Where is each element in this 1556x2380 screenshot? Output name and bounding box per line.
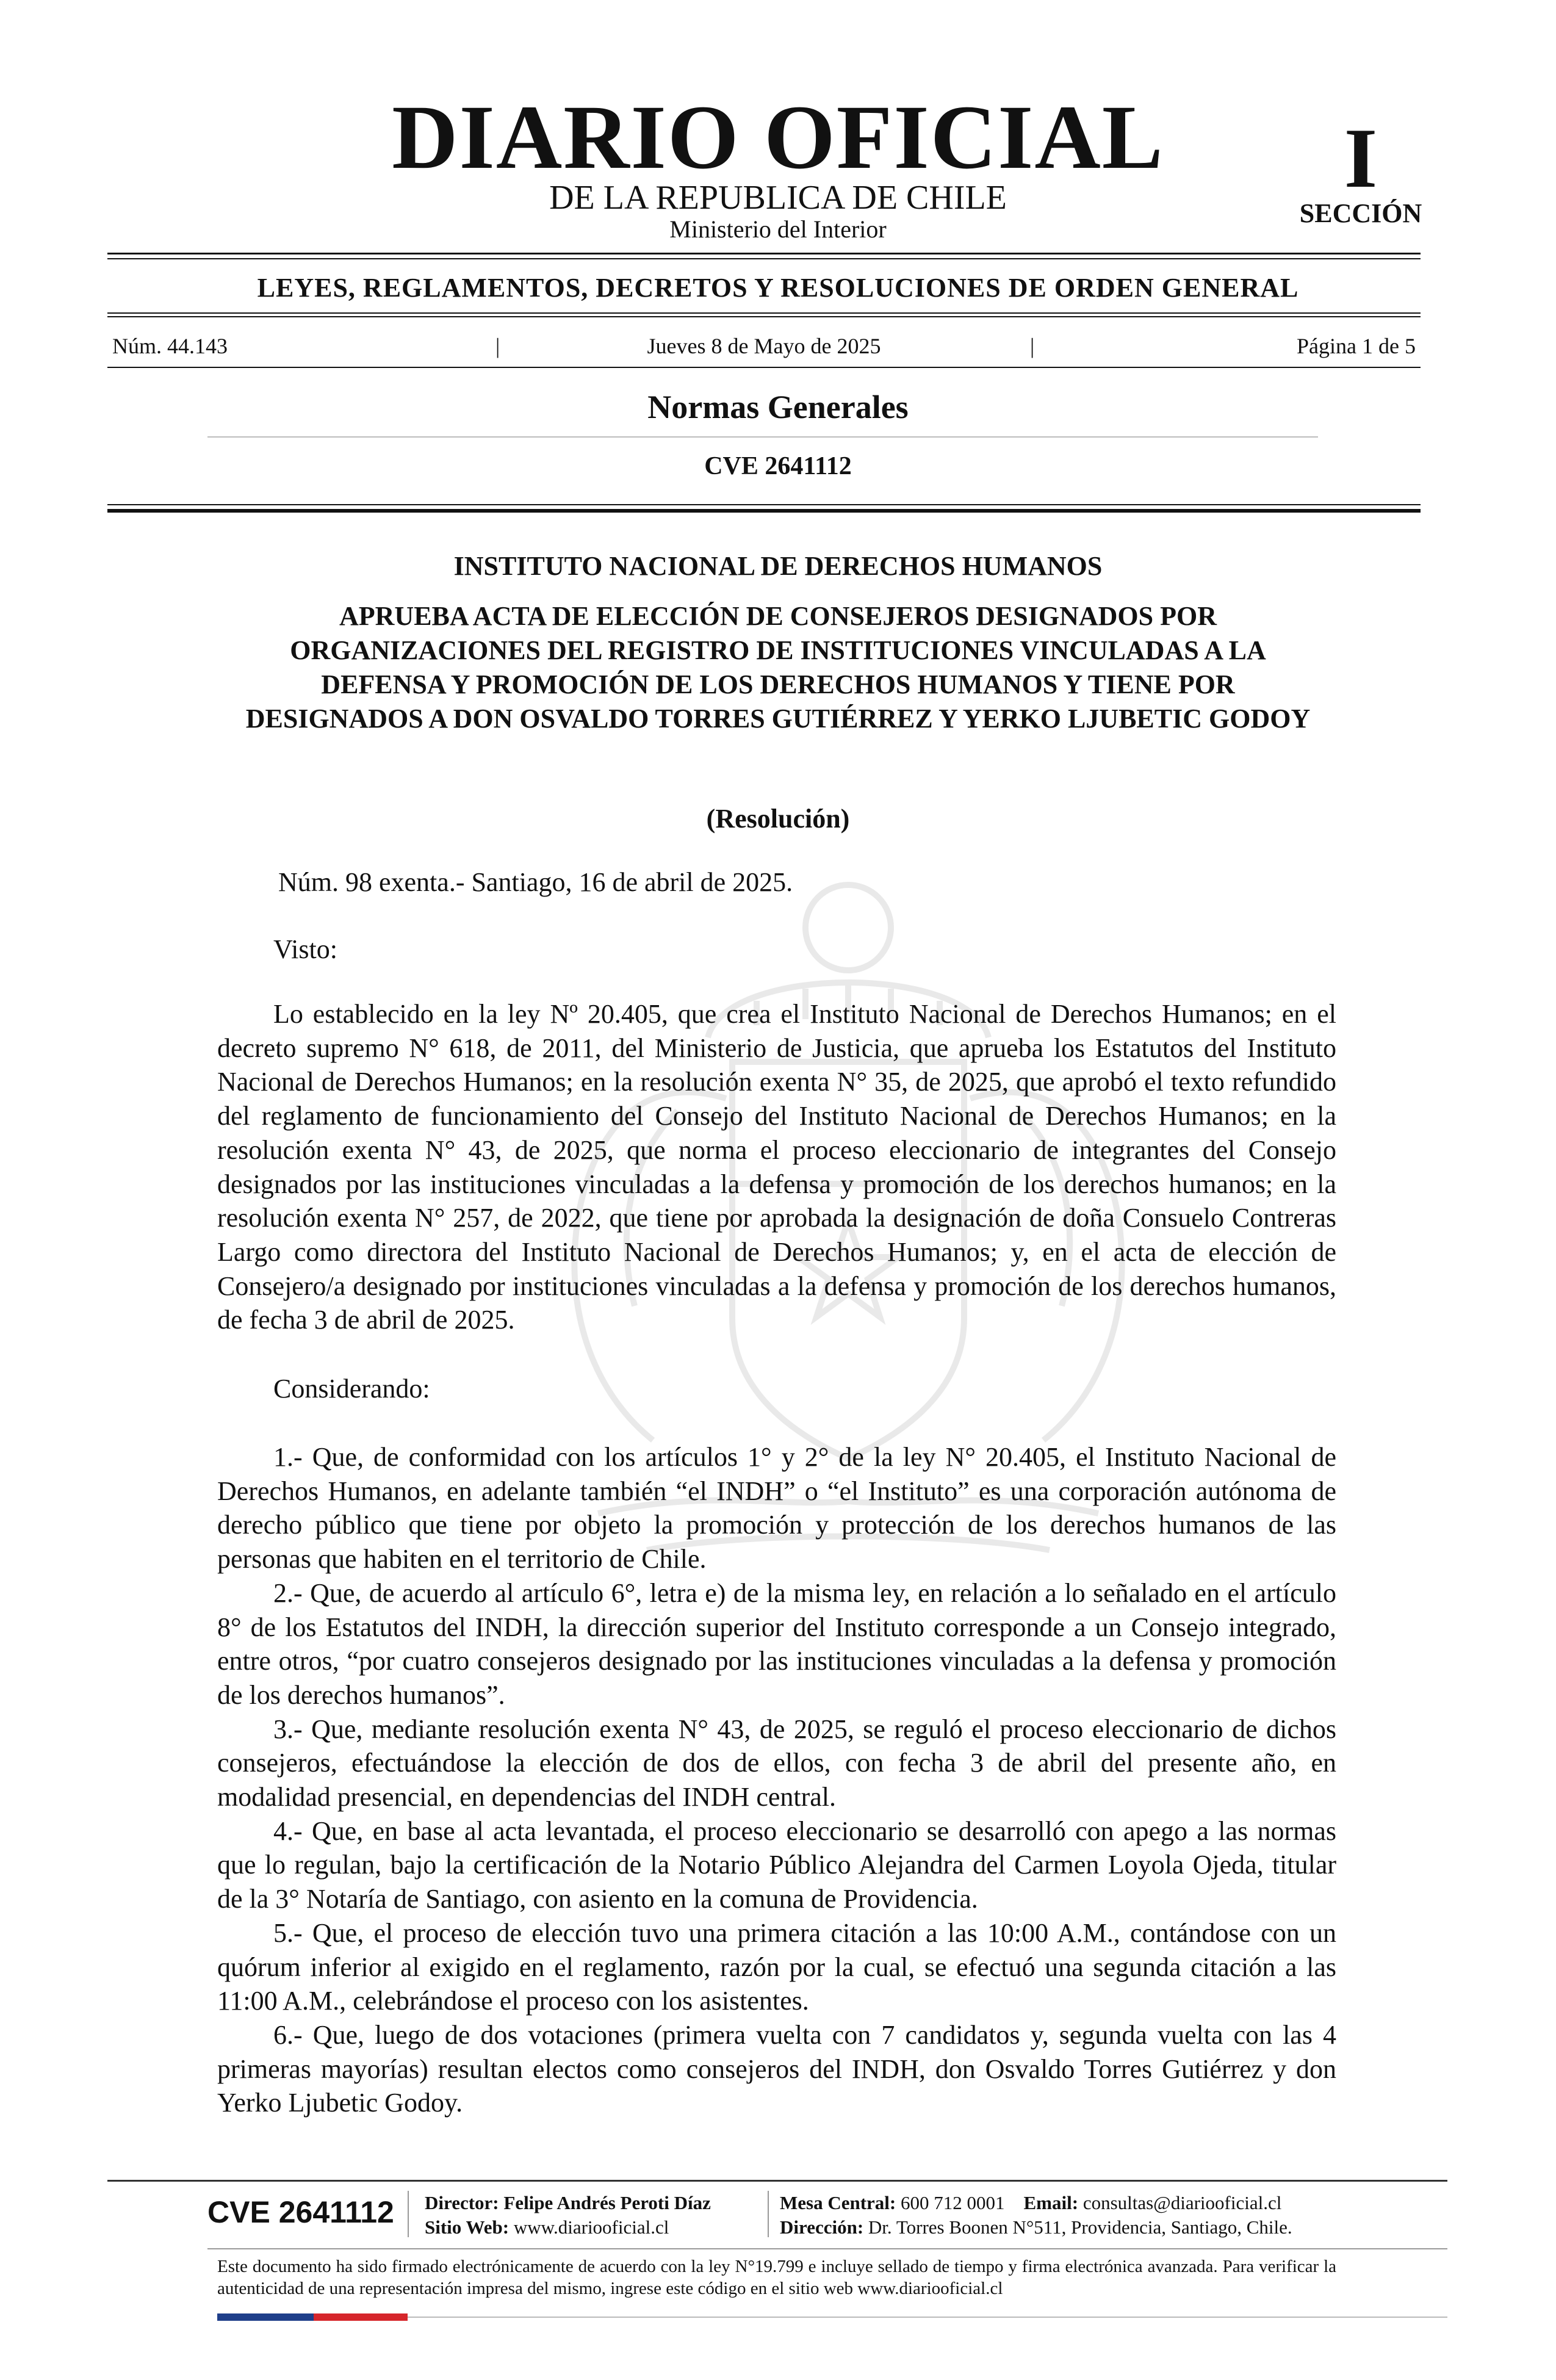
info-bar-rule	[107, 367, 1421, 368]
visto-paragraph: Lo establecido en la ley Nº 20.405, que crea el Instituto Nacional de Derechos Humanos; en el decreto supremo N° 618, de 2011, del Ministerio de Justicia, que aprueba los Estatutos del Instituto Nacional de Derechos Humanos; en la resolución exenta N° 35, de 2025, que aprobó el texto refundido del reglamento de funcionamiento del Consejo del Instituto Nacional de Derechos Humanos; en la resolución exenta N° 43, de 2025, que norma el proceso eleccionario de integrantes del Consejo designados por las instituciones vinculadas a la defensa y promoción de los derechos humanos; en la resolución exenta N° 257, de 2022, que tiene por aprobada la designación de doña Consuelo Contreras Largo como directora del Instituto Nacional de Derechos Humanos; y, en el acta de elección de Consejero/a designado por instituciones vinculadas a la defensa y promoción de los derechos humanos, de fecha 3 de abril de 2025.	[217, 999, 1336, 1335]
considerando-item: 2.- Que, de acuerdo al artículo 6°, letra e) de la misma ley, en relación a lo señalado en el artículo 8° de los Estatutos del INDH, la dirección superior del Instituto corresponde a un Consejo integrado, entre otros, “por cuatro consejeros designado por las instituciones vinculadas a la defensa y promoción de los derechos humanos”.	[217, 1578, 1336, 1710]
issue-number: Núm. 44.143	[112, 334, 228, 358]
header-end-rule-thin	[107, 504, 1421, 505]
visto-label: Visto:	[273, 934, 337, 964]
footer-rule	[107, 2180, 1447, 2182]
phone-label: Mesa Central:	[780, 2192, 896, 2213]
flag-stripe-red	[314, 2313, 408, 2321]
considerando-item: 1.- Que, de conformidad con los artículos 1° y 2° de la ley N° 20.405, el Instituto Nacional de Derechos Humanos, en adelante también “el INDH” o “el Instituto” es una corporación autónoma de derecho público que tiene por objeto la promoción y protección de los derechos humanos de las personas que habiten en el territorio de Chile.	[217, 1442, 1336, 1574]
masthead-rule-thick	[107, 253, 1421, 254]
masthead-rule-thin	[107, 258, 1421, 259]
footer-separator	[768, 2191, 769, 2237]
website-label: Sitio Web:	[425, 2216, 510, 2238]
issuing-institution: INSTITUTO NACIONAL DE DERECHOS HUMANOS	[453, 551, 1103, 581]
considerando-label: Considerando:	[273, 1374, 430, 1404]
masthead-ministry: Ministerio del Interior	[669, 215, 887, 243]
document-type: (Resolución)	[706, 804, 850, 834]
section-label: SECCIÓN	[1299, 198, 1422, 228]
considerando-item: 3.- Que, mediante resolución exenta N° 43, de 2025, se reguló el proceso eleccionario de dichos consejeros, efectuándose la elección de dos de ellos, con fecha 3 de abril del presente año, en modalidad presencial, en dependencias del INDH central.	[217, 1714, 1336, 1812]
address-label: Dirección:	[780, 2216, 864, 2238]
resolution-number: Núm. 98 exenta.- Santiago, 16 de abril de 2025.	[278, 867, 793, 897]
info-separator: |	[495, 334, 500, 358]
footer-bottom-rule	[408, 2317, 1447, 2318]
considerando-item: 4.- Que, en base al acta levantada, el proceso eleccionario se desarrolló con apego a las normas que lo regulan, bajo la certificación de la Notario Público Alejandra del Carmen Loyola Ojeda, titular de la 3° Notaría de Santiago, con asiento en la comuna de Providencia.	[217, 1816, 1336, 1914]
document-title: APRUEBA ACTA DE ELECCIÓN DE CONSEJEROS DESIGNADOS POR ORGANIZACIONES DEL REGISTRO DE INSTITUCIONES VINCULADAS A LA DEFENSA Y PROMOCIÓN DE LOS DERECHOS HUMANOS Y TIENE POR DESIGNADOS A DON OSVALDO TORRES GUTIÉRREZ Y YERKO LJUBETIC GODOY	[245, 601, 1311, 734]
phone-number: 600 712 0001	[901, 2192, 1005, 2213]
considerando-item: 5.- Que, el proceso de elección tuvo una primera citación a las 10:00 A.M., contándose con un quórum inferior al exigido en el reglamento, razón por la cual, se efectuó una segunda citación a las 11:00 A.M., celebrándose el proceso con los asistentes.	[217, 1917, 1336, 2016]
section-banner: LEYES, REGLAMENTOS, DECRETOS Y RESOLUCIONES DE ORDEN GENERAL	[257, 273, 1299, 303]
issue-info-bar	[107, 333, 1421, 358]
footer-director-block	[425, 2191, 711, 2240]
issue-date: Jueves 8 de Mayo de 2025	[647, 334, 881, 358]
section-heading: Normas Generales	[647, 389, 909, 425]
email-link[interactable]: consultas@diariooficial.cl	[1082, 2192, 1282, 2213]
signature-disclaimer: Este documento ha sido firmado electrónicamente de acuerdo con la ley N°19.799 e incluye sellado de tiempo y firma electrónica avanzada. Para verificar la autenticidad de una representación impresa del mismo, ingrese este código en el sitio web www.diariooficial.cl	[217, 2257, 1336, 2298]
section-numeral: I	[1344, 111, 1378, 206]
page-indicator: Página 1 de 5	[1297, 334, 1416, 358]
footer-separator	[408, 2191, 409, 2237]
heading-divider	[207, 436, 1318, 438]
masthead-title: DIARIO OFICIAL	[392, 87, 1164, 188]
header-end-rule-thick	[107, 509, 1421, 513]
footer-cve-code: CVE 2641112	[207, 2195, 394, 2229]
footer-divider	[207, 2248, 1447, 2249]
masthead-subtitle: DE LA REPUBLICA DE CHILE	[549, 179, 1007, 217]
email-label: Email:	[1023, 2192, 1079, 2213]
considerando-list	[217, 1440, 1336, 2120]
footer-contact-block	[780, 2191, 1292, 2240]
banner-rule-top	[107, 312, 1421, 314]
considerando-item: 6.- Que, luego de dos votaciones (primera vuelta con 7 candidatos y, segunda vuelta con las 4 primeras mayorías) resultan electos como consejeros del INDH, don Osvaldo Torres Gutiérrez y don Yerko Ljubetic Godoy.	[217, 2019, 1336, 2118]
director-name: Felipe Andrés Peroti Díaz	[503, 2192, 711, 2213]
website-link[interactable]: www.diariooficial.cl	[513, 2216, 669, 2238]
info-separator: |	[1030, 334, 1035, 358]
cve-code: CVE 2641112	[704, 452, 852, 480]
address-text: Dr. Torres Boonen N°511, Providencia, Santiago, Chile.	[868, 2216, 1292, 2238]
director-label: Director:	[425, 2192, 499, 2213]
banner-rule-bottom	[107, 316, 1421, 317]
flag-stripe-blue	[217, 2313, 314, 2321]
